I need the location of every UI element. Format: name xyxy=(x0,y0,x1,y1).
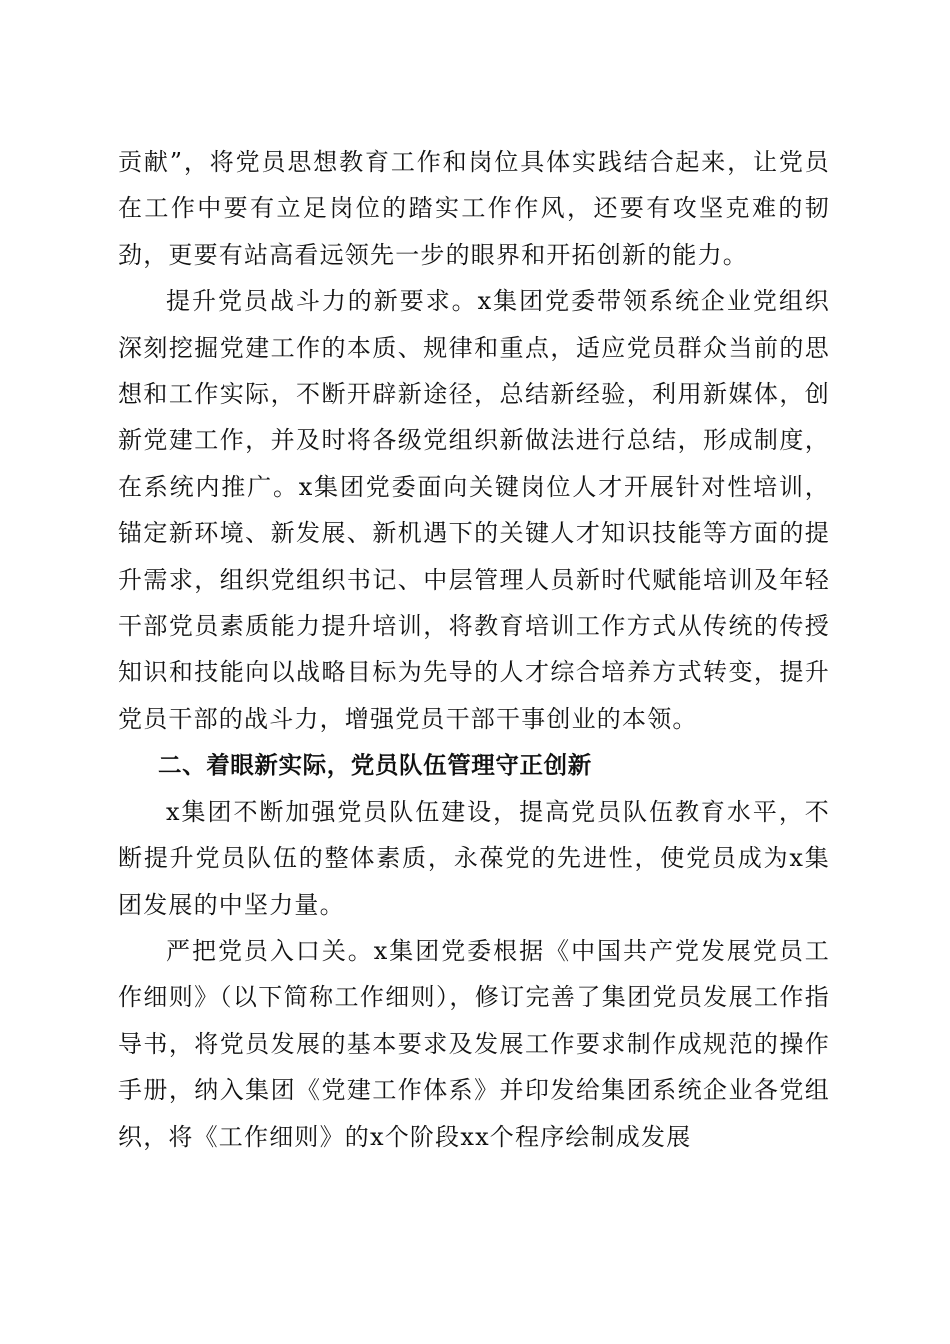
section-heading: 二、着眼新实际，党员队伍管理守正创新 xyxy=(158,751,592,780)
paragraph-continuation: 贡献”，将党员思想教育工作和岗位具体实践结合起来，让党员在工作中要有立足岗位的踏实工作作风，还要有攻坚克难的韧劲，更要有站高看远领先一步的眼界和开拓创新的能力。 xyxy=(118,148,830,269)
paragraph-combat-capability: 提升党员战斗力的新要求。x集团党委带领系统企业党组织深刻挖掘党建工作的本质、规律和重点，适应党员群众当前的思想和工作实际，不断开辟新途径，总结新经验，利用新媒体，创新党建工作，并及时将各级党组织新做法进行总结，形成制度，在系统内推广。x集团党委面向关键岗位人才开展针对性培训，锚定新环境、新发展、新机遇下的关键人才知识技能等方面的提升需求，组织党组织书记、中层管理人员新时代赋能培训及年轻干部党员素质能力提升培训，将教育培训工作方式从传统的传授知识和技能向以战略目标为先导的人才综合培养方式转变，提升党员干部的战斗力，增强党员干部干事创业的本领。 xyxy=(118,287,830,733)
paragraph-member-entry: 严把党员入口关。x集团党委根据《中国共产党发展党员工作细则》（以下简称工作细则），修订完善了集团党员发展工作指导书，将党员发展的基本要求及发展工作要求制作成规范的操作手册，纳入集团《党建工作体系》并印发给集团系统企业各党组织，将《工作细则》的x个阶段xx个程序绘制成发展 xyxy=(118,936,830,1151)
document-body xyxy=(118,139,830,1160)
paragraph-team-building: x集团不断加强党员队伍建设，提高党员队伍教育水平，不断提升党员队伍的整体素质，永葆党的先进性，使党员成为x集团发展的中坚力量。 xyxy=(118,797,830,919)
